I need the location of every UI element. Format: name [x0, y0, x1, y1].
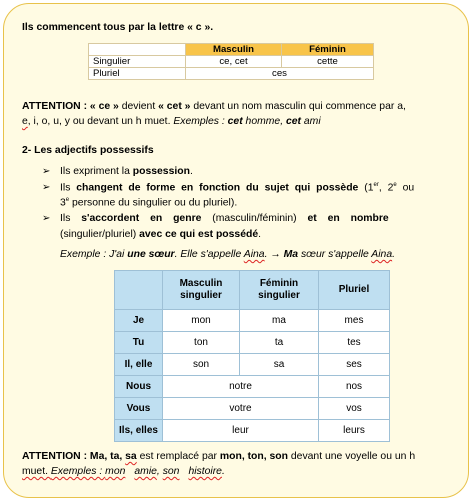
- table2-subject: Ils, elles: [115, 420, 163, 442]
- text: histoire: [188, 466, 222, 477]
- text: devant une voyelle ou un h: [288, 451, 416, 462]
- text: ami: [301, 116, 321, 127]
- table2-cell: nos: [319, 376, 390, 398]
- text: ou: [396, 182, 415, 194]
- text: , 2: [378, 182, 394, 194]
- example-line: [60, 249, 395, 260]
- text: personne du singulier ou du pluriel).: [69, 197, 238, 209]
- intro-line: Ils commencent tous par la lettre « c ».: [22, 22, 214, 33]
- text: sœur s'appelle: [298, 249, 372, 260]
- table1-row-label: Singulier: [89, 56, 186, 68]
- text: sa: [125, 451, 137, 462]
- text: changent de forme en fonction du sujet qui possède: [76, 182, 359, 194]
- table2-subject: Vous: [115, 398, 163, 420]
- table2-cell: ta: [240, 332, 319, 354]
- text: (singulier/pluriel): [60, 229, 140, 240]
- text: Exemple : J'ai: [60, 249, 128, 260]
- table2-cell: leurs: [319, 420, 390, 442]
- table2-cell: sa: [240, 354, 319, 376]
- text: amie: [134, 466, 157, 477]
- text: e: [65, 197, 70, 203]
- attention-label: ATTENTION :: [22, 451, 90, 462]
- text: .: [258, 229, 261, 240]
- bullet-2-line2: [60, 197, 440, 208]
- text: (1: [358, 182, 374, 194]
- bullet-1: [60, 166, 440, 177]
- text: mon: [105, 466, 126, 477]
- table2-cell: leur: [163, 420, 319, 442]
- table1-header-feminin: Féminin: [282, 44, 374, 56]
- table2-header-feminin: [240, 271, 319, 310]
- attention-label: ATTENTION :: [22, 101, 88, 112]
- possessives-table: [114, 270, 390, 442]
- attention1-line1: [22, 101, 406, 112]
- examples-label: Exemples :: [50, 466, 106, 477]
- table2-cell: son: [163, 354, 240, 376]
- table2-cell: ton: [163, 332, 240, 354]
- text: Ils expriment la: [60, 166, 133, 177]
- table2-cell: mon: [163, 310, 240, 332]
- text: avec ce qui est possédé: [139, 229, 259, 240]
- text: mon, ton, son: [219, 451, 288, 462]
- table2-cell: mes: [319, 310, 390, 332]
- text: homme,: [242, 116, 286, 127]
- table2-subject: Il, elle: [115, 354, 163, 376]
- text: e: [393, 182, 397, 188]
- table2-subject: Tu: [115, 332, 163, 354]
- table2-subject: Nous: [115, 376, 163, 398]
- table1-cell: cette: [282, 56, 374, 68]
- text: possession: [132, 166, 190, 177]
- text: Ils: [60, 182, 77, 194]
- text: Ils: [60, 213, 82, 224]
- text: , i, o, u, y ou devant un h muet.: [27, 116, 174, 127]
- example-word: cet: [285, 116, 302, 127]
- example-word: cet: [227, 116, 243, 127]
- ce-term: « ce »: [89, 101, 119, 112]
- table2-cell: notre: [163, 376, 319, 398]
- demonstratives-table: [88, 43, 374, 80]
- bullet-arrow-icon: ➢: [42, 213, 51, 224]
- bullet-3-line1: [60, 213, 440, 224]
- table2-cell: ses: [319, 354, 390, 376]
- attention2-line1: [22, 451, 415, 462]
- text: une sœur: [127, 249, 175, 260]
- text: s'accordent en genre: [81, 213, 202, 224]
- text: e: [22, 116, 28, 127]
- text: .: [189, 166, 193, 177]
- bullet-arrow-icon: ➢: [42, 182, 51, 193]
- cet-term: « cet »: [158, 101, 191, 112]
- table1-cell: ce, cet: [186, 56, 282, 68]
- table2-header-masculin: [163, 271, 240, 310]
- table1-row-label: Pluriel: [89, 68, 186, 80]
- text: est remplacé par: [136, 451, 220, 462]
- table2-subject: Je: [115, 310, 163, 332]
- text: Aina: [243, 249, 265, 260]
- table1-corner: [89, 44, 186, 56]
- text: (masculin/féminin): [201, 213, 308, 224]
- text: et en nombre: [307, 213, 389, 224]
- text: devant un nom masculin qui commence par a,: [190, 101, 406, 112]
- table2-cell: ma: [240, 310, 319, 332]
- text: Aina: [371, 249, 393, 260]
- bullet-arrow-icon: ➢: [42, 166, 51, 177]
- text: devient: [118, 101, 159, 112]
- text: son: [162, 466, 180, 477]
- attention1-line2: [22, 116, 321, 127]
- table2-cell: vos: [319, 398, 390, 420]
- text: ,: [156, 466, 163, 477]
- text: muet.: [22, 466, 51, 477]
- text: . →: [264, 249, 284, 260]
- table2-corner: [115, 271, 163, 310]
- table1-cell: ces: [186, 68, 374, 80]
- table2-cell: votre: [163, 398, 319, 420]
- text: Ma, ta,: [89, 451, 126, 462]
- text: er: [373, 182, 379, 188]
- bullet-3-line2: [60, 229, 440, 240]
- text: .: [392, 249, 395, 260]
- text: Ma: [283, 249, 299, 260]
- text: Féminin: [259, 278, 299, 289]
- text: Masculin: [179, 278, 223, 289]
- text: 3: [60, 197, 66, 209]
- table1-header-masculin: Masculin: [186, 44, 282, 56]
- attention2-line2: [22, 466, 225, 477]
- table2-cell: tes: [319, 332, 390, 354]
- table2-header-pluriel: Pluriel: [319, 271, 390, 310]
- text: . Elle s'appelle: [174, 249, 244, 260]
- text: singulier: [180, 290, 222, 301]
- text: singulier: [258, 290, 300, 301]
- text: .: [221, 466, 225, 477]
- section-title: 2- Les adjectifs possessifs: [22, 145, 154, 156]
- bullet-2-line1: [60, 182, 440, 193]
- examples-label: Exemples :: [173, 116, 228, 127]
